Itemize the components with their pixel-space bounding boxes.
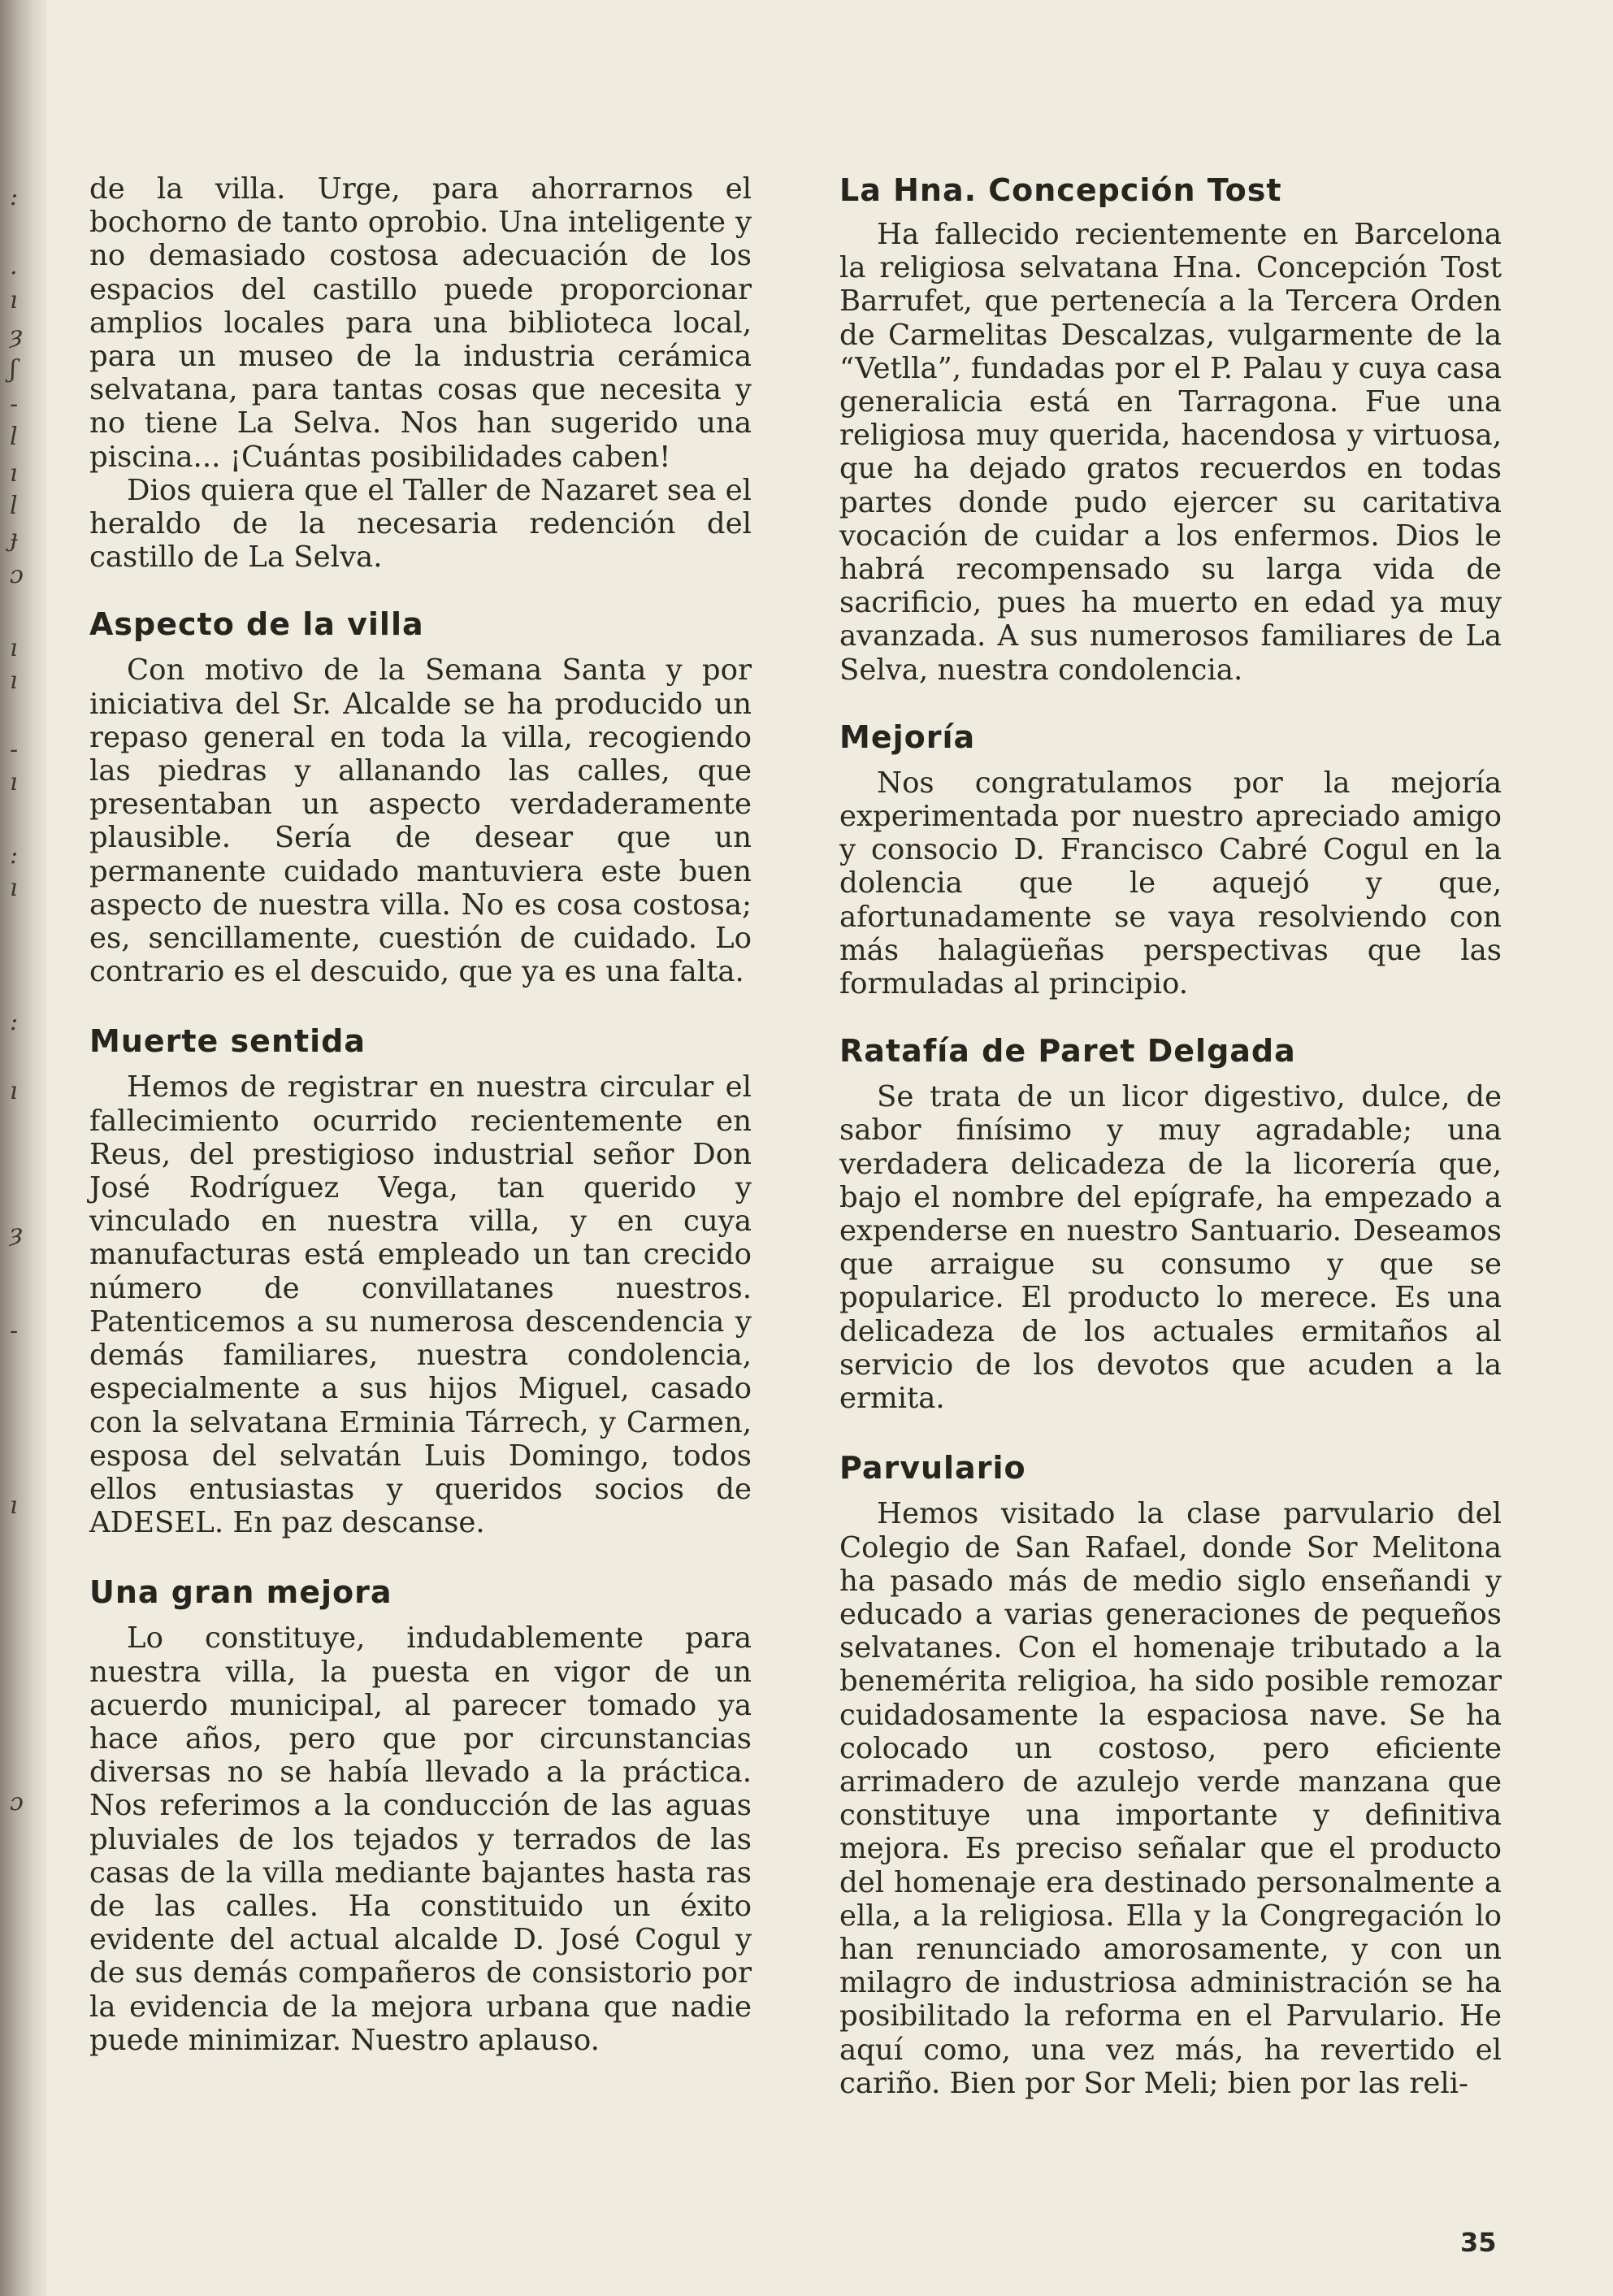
bleed-mark: ı (10, 874, 18, 902)
bleed-mark: ȝ (10, 321, 23, 349)
section-heading-aspecto: Aspecto de la villa (89, 606, 424, 643)
bleed-mark: : (10, 1008, 19, 1036)
bleed-mark: l (10, 492, 18, 520)
bleed-mark: ɔ (10, 1788, 24, 1816)
bleed-mark: ı (10, 666, 18, 695)
bleed-mark: - (10, 736, 19, 764)
article-paragraph: Nos congratulamos por la mejoría experimentada por nuestro apreciado amigo y consocio D. Francisco Cabré Cogul en la dolencia que le aquejó y que, afortunadamente se vaya resolviendo con más halagüeñas perspectivas que las formuladas al principio. (839, 766, 1502, 1001)
section-heading-ratafia: Ratafía de Paret Delgada (839, 1033, 1296, 1070)
bleed-mark: ɟ (10, 524, 18, 553)
bleed-mark: : (10, 183, 19, 211)
left-column (89, 172, 752, 2057)
bleed-mark: ı (10, 1491, 18, 1520)
intro-paragraph: de la villa. Urge, para ahorrarnos el bochorno de tanto oprobio. Una inteligente y no demasiado costosa adecuación de los espacios del castillo puede proporcionar amplios locales para una biblioteca local, para un museo de la industria cerámica selvatana, para tantas cosas que necesita y no tiene La Selva. Nos han sugerido una piscina... ¡Cuántas posibilidades caben! (89, 172, 752, 474)
bleed-mark: ı (10, 768, 18, 796)
page-number: 35 (1460, 2227, 1497, 2258)
bleed-mark: ı (10, 1077, 18, 1105)
bleed-mark: ı (10, 286, 18, 315)
section-heading-mejoria: Mejoría (839, 718, 976, 755)
bleed-mark: . (10, 252, 18, 280)
section-heading-parvulario: Parvulario (839, 1450, 1026, 1487)
section-heading-muerte: Muerte sentida (89, 1023, 366, 1060)
article-paragraph: Lo constituye, indudablemente para nuestra villa, la puesta en vigor de un acuerdo municipal, al parecer tomado ya hace años, pero que por circunstancias diversas no se había llevado a la práctica. Nos referimos a la conducción de las aguas pluviales de los tejados y terrados de las casas de la villa mediante bajantes hasta ras de las calles. Ha constituido un éxito evidente del actual alcalde D. José Cogul y de sus demás compañeros de consistorio por la evidencia de la mejora urbana que nadie puede minimizar. Nuestro aplauso. (89, 1621, 752, 2057)
bleed-mark: ȝ (10, 1219, 23, 1248)
article-paragraph: Ha fallecido recientemente en Barcelona la religiosa selvatana Hna. Concepción Tost Barrufet, que pertenecía a la Tercera Orden de Carmelitas Descalzas, vulgarmente de la “Vetlla”, fundadas por el P. Palau y cuya casa generalicia está en Tarragona. Fue una religiosa muy querida, hacendosa y virtuosa, que ha dejado gratos recuerdos en todas partes donde pudo ejercer su caritativa vocación de cuidar a los enfermos. Dios le habrá recompensado su larga vida de sacrificio, pues ha muerto en edad ya muy avanzada. A sus numerosos familiares de La Selva, nuestra condolencia. (839, 218, 1502, 687)
bleed-mark: ı (10, 634, 18, 662)
bleed-mark: ɔ (10, 561, 24, 589)
bleed-mark: - (10, 390, 19, 419)
bleed-mark: - (10, 1317, 19, 1345)
article-paragraph: Hemos de registrar en nuestra circular el fallecimiento ocurrido recientemente en Reus, del prestigioso industrial señor Don José Rodríguez Vega, tan querido y vinculado en nuestra villa, y en cuya manufacturas está empleado un tan crecido número de convillatanes nuestros. Patenticemos a su numerosa descendencia y demás familiares, nuestra condolencia, especialmente a sus hijos Miguel, casado con la selvatana Erminia Tárrech, y Carmen, esposa del selvatán Luis Domingo, todos ellos entusiastas y queridos socios de ADESEL. En paz descanse. (89, 1070, 752, 1540)
intro-paragraph: Dios quiera que el Taller de Nazaret sea el heraldo de la necesaria redención del castillo de La Selva. (89, 473, 752, 575)
bleed-mark: l (10, 423, 18, 451)
section-heading-tost: La Hna. Concepción Tost (839, 172, 1282, 208)
bleed-mark: ʃ (10, 355, 17, 384)
article-paragraph: Con motivo de la Semana Santa y por iniciativa del Sr. Alcalde se ha producido un repaso general en toda la villa, recogiendo las piedras y allanando las calles, que presentaban un aspecto verdaderamente plausible. Sería de desear que un permanente cuidado mantuviera este buen aspecto de nuestra villa. No es cosa costosa; es, sencillamente, cuestión de cuidado. Lo contrario es el descuido, que ya es una falta. (89, 653, 752, 989)
section-heading-mejora: Una gran mejora (89, 1574, 392, 1611)
bleed-mark: : (10, 841, 19, 870)
article-paragraph: Se trata de un licor digestivo, dulce, de sabor finísimo y muy agradable; una verdadera delicadeza de la licorería que, bajo el nombre del epígrafe, ha empezado a expenderse en nuestro Santuario. Deseamos que arraigue su consumo y que se popularice. El producto lo merece. Es una delicadeza de los actuales ermitaños al servicio de los devotos que acuden a la ermita. (839, 1080, 1502, 1416)
bleed-mark: ı (10, 459, 18, 488)
right-column (839, 172, 1502, 2100)
facing-page-margin (7, 0, 31, 2296)
article-paragraph: Hemos visitado la clase parvulario del Colegio de San Rafael, donde Sor Melitona ha pasado más de medio siglo enseñandi y educado a varias generaciones de pequeños selvatanes. Con el homenaje tributado a la benemérita religioa, ha sido posible remozar cuidadosamente la espaciosa nave. Se ha colocado un costoso, pero eficiente arrimadero de azulejo verde manzana que constituye una importante y definitiva mejora. Es preciso señalar que el producto del homenaje era destinado personalmente a ella, a la religiosa. Ella y la Congregación lo han renunciado amorosamente, y con un milagro de industriosa administración se ha posibilitado la reforma en el Parvulario. He aquí como, una vez más, ha revertido el cariño. Bien por Sor Meli; bien por las reli- (839, 1497, 1502, 2100)
